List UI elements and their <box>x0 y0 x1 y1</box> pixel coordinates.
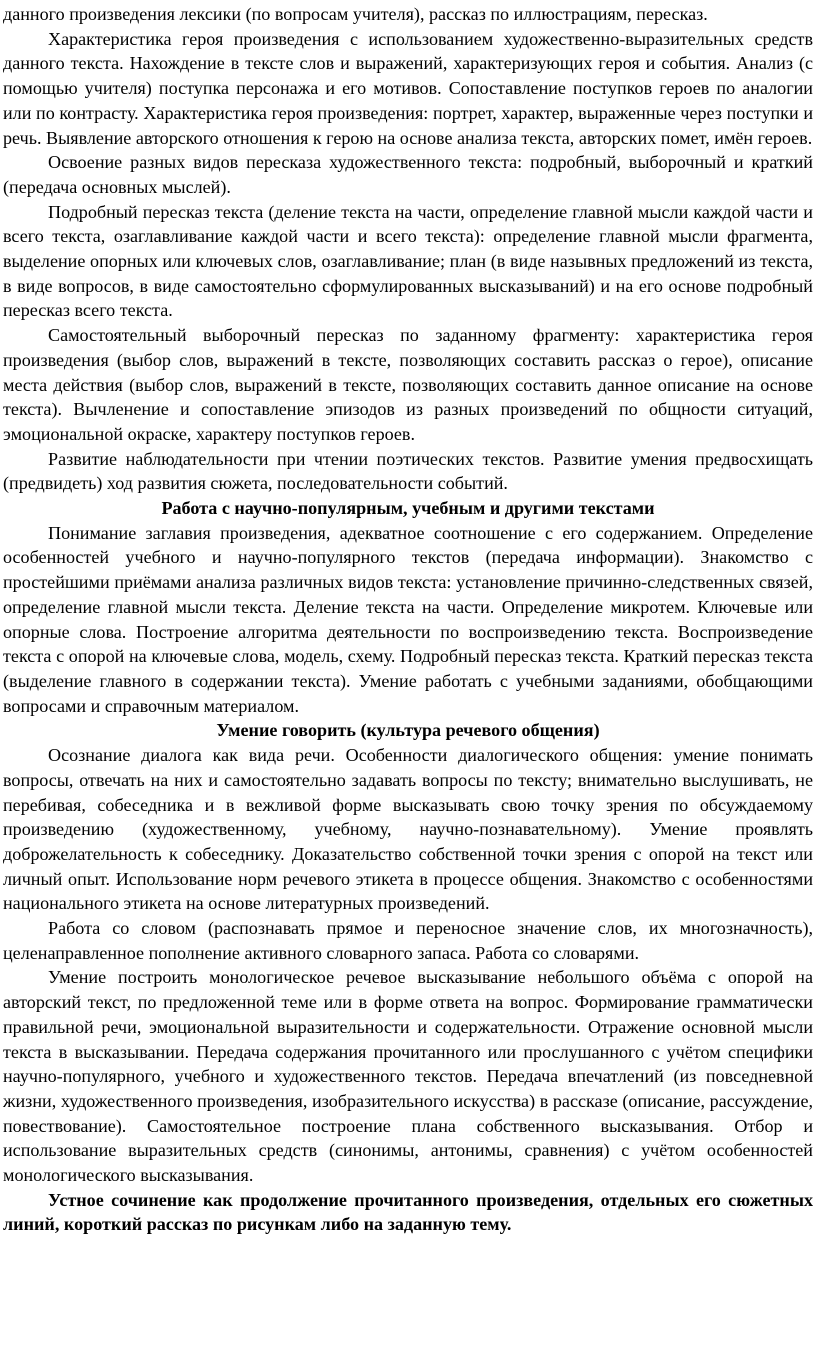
section-heading-speaking: Умение говорить (культура речевого общения) <box>216 720 600 741</box>
paragraph-word-work: Работа со словом (распознавать прямое и переносное значение слов, их многозначность), целенаправленное пополнение активного словарного запаса. Работа со словарями. <box>3 918 813 963</box>
paragraph-text-analysis: Понимание заглавия произведения, адекватное соотношение с его содержанием. Определение особенностей учебного и научно-популярного текстов (передача информации). Знакомство с простейшими приёмами анализа различных видов текста: установление причинно-следственных связей, определение главной мысли текста. Деление текста на части. Определение микротем. Ключевые или опорные слова. Построение алгоритма деятельности по воспроизведению текста. Воспроизведение текста с опорой на ключевые слова, модель, схему. Подробный пересказ текста. Краткий пересказ текста (выделение главного в содержании текста). Умение работать с учебными заданиями, обобщающими вопросами и справочным материалом. <box>3 522 813 716</box>
paragraph-continuation: данного произведения лексики (по вопросам учителя), рассказ по иллюстрациям, пересказ. <box>3 4 708 24</box>
paragraph-observation: Развитие наблюдательности при чтении поэтических текстов. Развитие умения предвосхищать (предвидеть) ход развития сюжета, последовательности событий. <box>3 448 813 494</box>
paragraph-retelling-types: Освоение разных видов пересказа художественного текста: подробный, выборочный и краткий (передача основных мыслей). <box>3 152 813 197</box>
paragraph-oral-composition: Устное сочинение как продолжение прочитанного произведения, отдельных его сюжетных линий, короткий рассказ по рисункам либо на заданную тему. <box>3 1189 813 1235</box>
section-heading-texts: Работа с научно-популярным, учебным и другими текстами <box>161 498 655 519</box>
paragraph-selective-retelling: Самостоятельный выборочный пересказ по заданному фрагменту: характеристика героя произведения (выбор слов, выражений в тексте, позволяющих составить рассказ о герое), описание места действия (выбор слов, выражений в тексте, позволяющих составить данное описание на основе текста). Вычленение и сопоставление эпизодов из разных произведений по общности ситуаций, эмоциональной окраске, характеру поступков героев. <box>3 325 813 444</box>
paragraph-hero-characteristics: Характеристика героя произведения с использованием художественно-выразительных средств данного текста. Нахождение в тексте слов и выражений, характеризующих героя и события. Анализ (с помощью учителя) поступка персонажа и его мотивов. Сопоставление поступков героев по аналогии или по контрасту. Характеристика героя произведения: портрет, характер, выраженные через поступки и речь. Выявление авторского отношения к герою на основе анализа текста, авторских помет, имён героев. <box>3 28 813 148</box>
paragraph-dialogue: Осознание диалога как вида речи. Особенности диалогического общения: умение понимать вопросы, отвечать на них и самостоятельно задавать вопросы по тексту; внимательно выслушивать, не перебивая, собеседника и в вежливой форме высказывать свою точку зрения по обсуждаемому произведению (художественному, учебному, научно-познавательному). Умение проявлять доброжелательность к собеседнику. Доказательство собственной точки зрения с опорой на текст или личный опыт. Использование норм речевого этикета в процессе общения. Знакомство с особенностями национального этикета на основе литературных произведений. <box>3 745 813 914</box>
paragraph-detailed-retelling: Подробный пересказ текста (деление текста на части, определение главной мысли каждой части и всего текста, озаглавливание каждой части и всего текста): определение главной мысли фрагмента, выделение опорных или ключевых слов, озаглавливание; план (в виде назывных предложений из текста, в виде вопросов, в виде самостоятельно сформулированных высказываний) и на его основе подробный пересказ всего текста. <box>3 201 813 321</box>
paragraph-monologue: Умение построить монологическое речевое высказывание небольшого объёма с опорой на авторский текст, по предложенной теме или в форме ответа на вопрос. Формирование грамматически правильной речи, эмоциональной выразительности и содержательности. Отражение основной мысли текста в высказывании. Передача содержания прочитанного или прослушанного с учётом специфики научно-популярного, учебного и художественного текстов. Передача впечатлений (из повседневной жизни, художественного произведения, изобразительного искусства) в рассказе (описание, рассуждение, повествование). Самостоятельное построение плана собственного высказывания. Отбор и использование выразительных средств (синонимы, антонимы, сравнения) с учётом особенностей монологического высказывания. <box>3 967 813 1186</box>
